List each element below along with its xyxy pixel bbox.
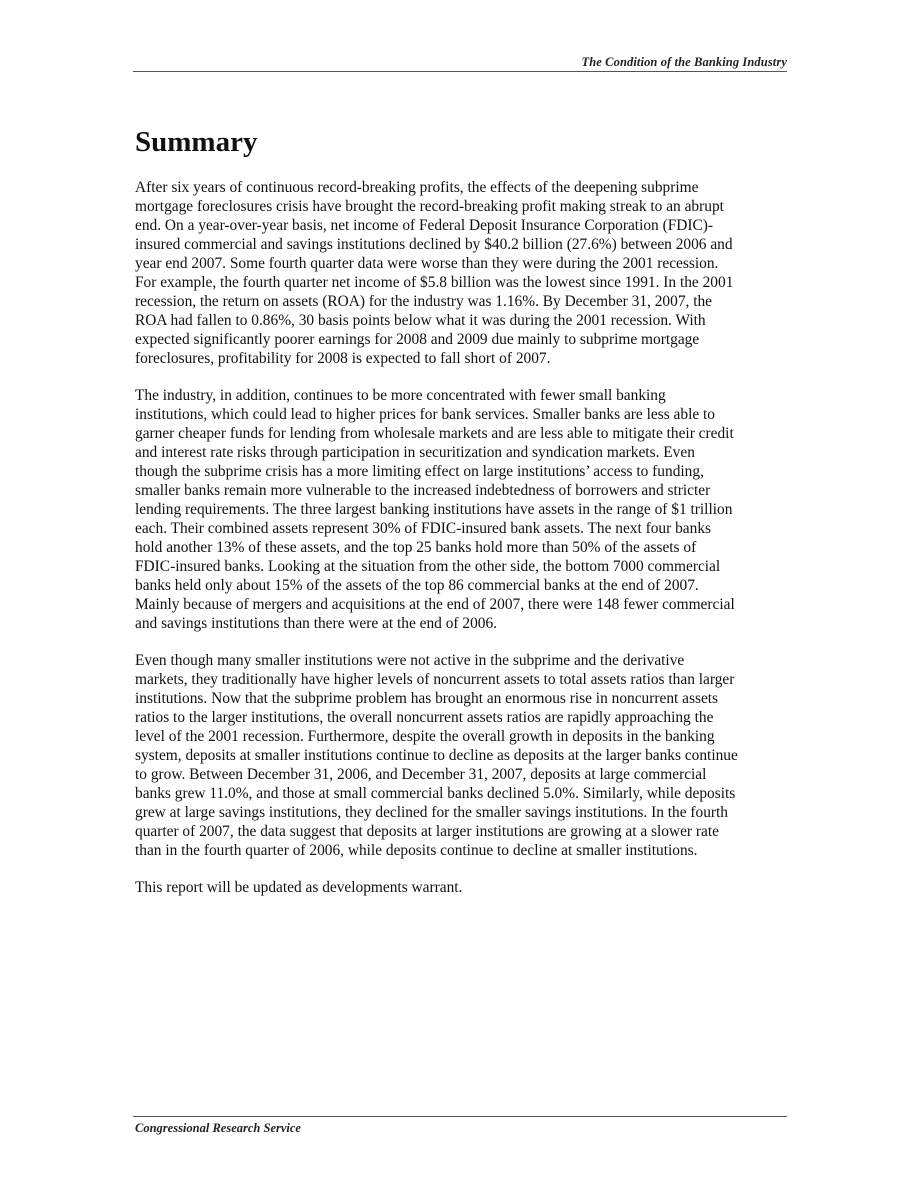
running-footer: Congressional Research Service	[135, 1121, 301, 1135]
text-line: lending requirements. The three largest banking institutions have assets in the range of $1 trillion	[135, 501, 733, 518]
paragraph	[135, 178, 791, 368]
section-title: Summary	[135, 126, 258, 158]
text-line: though the subprime crisis has a more limiting effect on large institutions’ access to funding,	[135, 463, 704, 480]
text-line: Mainly because of mergers and acquisitions at the end of 2007, there were 148 fewer commercial	[135, 596, 735, 613]
footer-divider	[133, 1116, 787, 1117]
text-line: foreclosures, profitability for 2008 is expected to fall short of 2007.	[135, 350, 551, 367]
text-line: garner cheaper funds for lending from wholesale markets and are less able to mitigate their credit	[135, 425, 734, 442]
text-line: This report will be updated as developments warrant.	[135, 879, 463, 896]
text-line: than in the fourth quarter of 2006, while deposits continue to decline at smaller institutions.	[135, 842, 698, 859]
text-line: smaller banks remain more vulnerable to the increased indebtedness of borrowers and stricter	[135, 482, 711, 499]
paragraph	[135, 651, 791, 860]
running-header: The Condition of the Banking Industry	[581, 55, 787, 69]
text-line: ratios to the larger institutions, the overall noncurrent assets ratios are rapidly approaching the	[135, 709, 714, 726]
text-line: The industry, in addition, continues to be more concentrated with fewer small banking	[135, 387, 666, 404]
text-line: hold another 13% of these assets, and the top 25 banks hold more than 50% of the assets of	[135, 539, 697, 556]
text-line: recession, the return on assets (ROA) for the industry was 1.16%. By December 31, 2007, the	[135, 293, 713, 310]
text-line: institutions. Now that the subprime problem has brought an enormous rise in noncurrent assets	[135, 690, 719, 707]
text-line: ROA had fallen to 0.86%, 30 basis points below what it was during the 2001 recession. With	[135, 312, 706, 329]
text-line: level of the 2001 recession. Furthermore, despite the overall growth in deposits in the banking	[135, 728, 715, 745]
text-line: After six years of continuous record-breaking profits, the effects of the deepening subprime	[135, 179, 699, 196]
text-line: Even though many smaller institutions were not active in the subprime and the derivative	[135, 652, 685, 669]
text-line: banks grew 11.0%, and those at small commercial banks declined 5.0%. Similarly, while deposits	[135, 785, 736, 802]
paragraph	[135, 878, 791, 897]
text-line: each. Their combined assets represent 30% of FDIC-insured bank assets. The next four banks	[135, 520, 711, 537]
text-line: institutions, which could lead to higher prices for bank services. Smaller banks are less able to	[135, 406, 715, 423]
text-line: FDIC-insured banks. Looking at the situation from the other side, the bottom 7000 commercial	[135, 558, 721, 575]
text-line: For example, the fourth quarter net income of $5.8 billion was the lowest since 1991. In the 2001	[135, 274, 734, 291]
text-line: insured commercial and savings institutions declined by $40.2 billion (27.6%) between 2006 and	[135, 236, 733, 253]
text-line: and interest rate risks through participation in securitization and syndication markets. Even	[135, 444, 695, 461]
text-line: to grow. Between December 31, 2006, and December 31, 2007, deposits at large commercial	[135, 766, 707, 783]
text-line: quarter of 2007, the data suggest that deposits at larger institutions are growing at a slower rate	[135, 823, 719, 840]
text-line: and savings institutions than there were at the end of 2006.	[135, 615, 498, 632]
paragraph	[135, 386, 791, 633]
text-line: mortgage foreclosures crisis have brought the record-breaking profit making streak to an abrupt	[135, 198, 724, 215]
text-line: end. On a year-over-year basis, net income of Federal Deposit Insurance Corporation (FDIC)-	[135, 217, 714, 234]
text-line: banks held only about 15% of the assets of the top 86 commercial banks at the end of 2007.	[135, 577, 699, 594]
text-line: expected significantly poorer earnings for 2008 and 2009 due mainly to subprime mortgage	[135, 331, 700, 348]
text-line: grew at large savings institutions, they declined for the smaller savings institutions. In the fourth	[135, 804, 729, 821]
body-text	[135, 178, 791, 915]
text-line: markets, they traditionally have higher levels of noncurrent assets to total assets ratios than larger	[135, 671, 735, 688]
text-line: system, deposits at smaller institutions continue to decline as deposits at the larger banks continue	[135, 747, 738, 764]
text-line: year end 2007. Some fourth quarter data were worse than they were during the 2001 recession.	[135, 255, 719, 272]
header-divider	[133, 71, 787, 72]
